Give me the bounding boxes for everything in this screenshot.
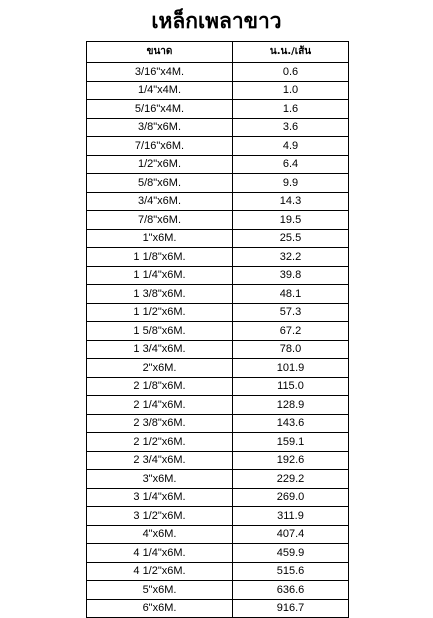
table-row: [87, 322, 349, 341]
table-row: [87, 285, 349, 304]
weight-cell: 6.4: [233, 155, 349, 174]
weight-cell: 143.6: [233, 414, 349, 433]
weight-cell: 14.3: [233, 192, 349, 211]
weight-cell: 1.6: [233, 100, 349, 119]
table-row: [87, 544, 349, 563]
weight-cell: 57.3: [233, 303, 349, 322]
size-cell: 2 1/4"x6M.: [87, 396, 233, 415]
table-row: [87, 81, 349, 100]
weight-cell: 229.2: [233, 470, 349, 489]
weight-cell: 459.9: [233, 544, 349, 563]
weight-cell: 25.5: [233, 229, 349, 248]
table-row: [87, 340, 349, 359]
size-column-header: ขนาด: [87, 42, 233, 63]
weight-cell: 636.6: [233, 581, 349, 600]
table-row: [87, 470, 349, 489]
table-row: [87, 414, 349, 433]
weight-cell: 101.9: [233, 359, 349, 378]
weight-cell: 159.1: [233, 433, 349, 452]
size-cell: 3/8"x6M.: [87, 118, 233, 137]
weight-table: [86, 41, 349, 618]
weight-cell: 192.6: [233, 451, 349, 470]
weight-cell: 67.2: [233, 322, 349, 341]
size-cell: 1 1/8"x6M.: [87, 248, 233, 267]
size-cell: 1"x6M.: [87, 229, 233, 248]
size-cell: 4 1/4"x6M.: [87, 544, 233, 563]
table-row: [87, 155, 349, 174]
size-cell: 2 1/8"x6M.: [87, 377, 233, 396]
table-row: [87, 211, 349, 230]
size-cell: 1 1/2"x6M.: [87, 303, 233, 322]
size-cell: 1 3/4"x6M.: [87, 340, 233, 359]
size-cell: 6"x6M.: [87, 599, 233, 618]
table-row: [87, 488, 349, 507]
weight-cell: 115.0: [233, 377, 349, 396]
table-row: [87, 599, 349, 618]
page-title: เหล็กเพลาขาว: [151, 9, 282, 33]
size-cell: 1 5/8"x6M.: [87, 322, 233, 341]
size-cell: 1 3/8"x6M.: [87, 285, 233, 304]
size-cell: 4 1/2"x6M.: [87, 562, 233, 581]
weight-cell: 407.4: [233, 525, 349, 544]
size-cell: 2 3/8"x6M.: [87, 414, 233, 433]
table-row: [87, 507, 349, 526]
size-cell: 7/16"x6M.: [87, 137, 233, 156]
size-cell: 3"x6M.: [87, 470, 233, 489]
weight-cell: 9.9: [233, 174, 349, 193]
weight-cell: 1.0: [233, 81, 349, 100]
size-cell: 2 1/2"x6M.: [87, 433, 233, 452]
table-row: [87, 229, 349, 248]
size-cell: 4"x6M.: [87, 525, 233, 544]
table-row: [87, 451, 349, 470]
table-row: [87, 525, 349, 544]
weight-cell: 19.5: [233, 211, 349, 230]
table-row: [87, 266, 349, 285]
weight-cell: 269.0: [233, 488, 349, 507]
table-row: [87, 248, 349, 267]
table-row: [87, 100, 349, 119]
size-cell: 2 3/4"x6M.: [87, 451, 233, 470]
table-row: [87, 562, 349, 581]
size-cell: 5"x6M.: [87, 581, 233, 600]
size-cell: 3/16"x4M.: [87, 63, 233, 82]
table-row: [87, 192, 349, 211]
weight-cell: 39.8: [233, 266, 349, 285]
table-row: [87, 396, 349, 415]
size-cell: 3 1/2"x6M.: [87, 507, 233, 526]
size-cell: 1 1/4"x6M.: [87, 266, 233, 285]
size-cell: 5/8"x6M.: [87, 174, 233, 193]
table-row: [87, 137, 349, 156]
size-cell: 1/4"x4M.: [87, 81, 233, 100]
size-cell: 3 1/4"x6M.: [87, 488, 233, 507]
table-row: [87, 433, 349, 452]
table-row: [87, 581, 349, 600]
weight-cell: 128.9: [233, 396, 349, 415]
table-row: [87, 174, 349, 193]
weight-cell: 3.6: [233, 118, 349, 137]
weight-cell: 515.6: [233, 562, 349, 581]
size-cell: 1/2"x6M.: [87, 155, 233, 174]
table-header-row: [87, 42, 349, 63]
weight-cell: 48.1: [233, 285, 349, 304]
table-row: [87, 359, 349, 378]
weight-cell: 78.0: [233, 340, 349, 359]
size-cell: 7/8"x6M.: [87, 211, 233, 230]
table-row: [87, 377, 349, 396]
table-row: [87, 63, 349, 82]
table-row: [87, 303, 349, 322]
table-body: [87, 63, 349, 618]
weight-cell: 0.6: [233, 63, 349, 82]
size-cell: 3/4"x6M.: [87, 192, 233, 211]
table-row: [87, 118, 349, 137]
weight-column-header: น.น./เส้น: [233, 42, 349, 63]
size-cell: 5/16"x4M.: [87, 100, 233, 119]
size-cell: 2"x6M.: [87, 359, 233, 378]
weight-cell: 311.9: [233, 507, 349, 526]
weight-cell: 4.9: [233, 137, 349, 156]
weight-cell: 32.2: [233, 248, 349, 267]
weight-cell: 916.7: [233, 599, 349, 618]
